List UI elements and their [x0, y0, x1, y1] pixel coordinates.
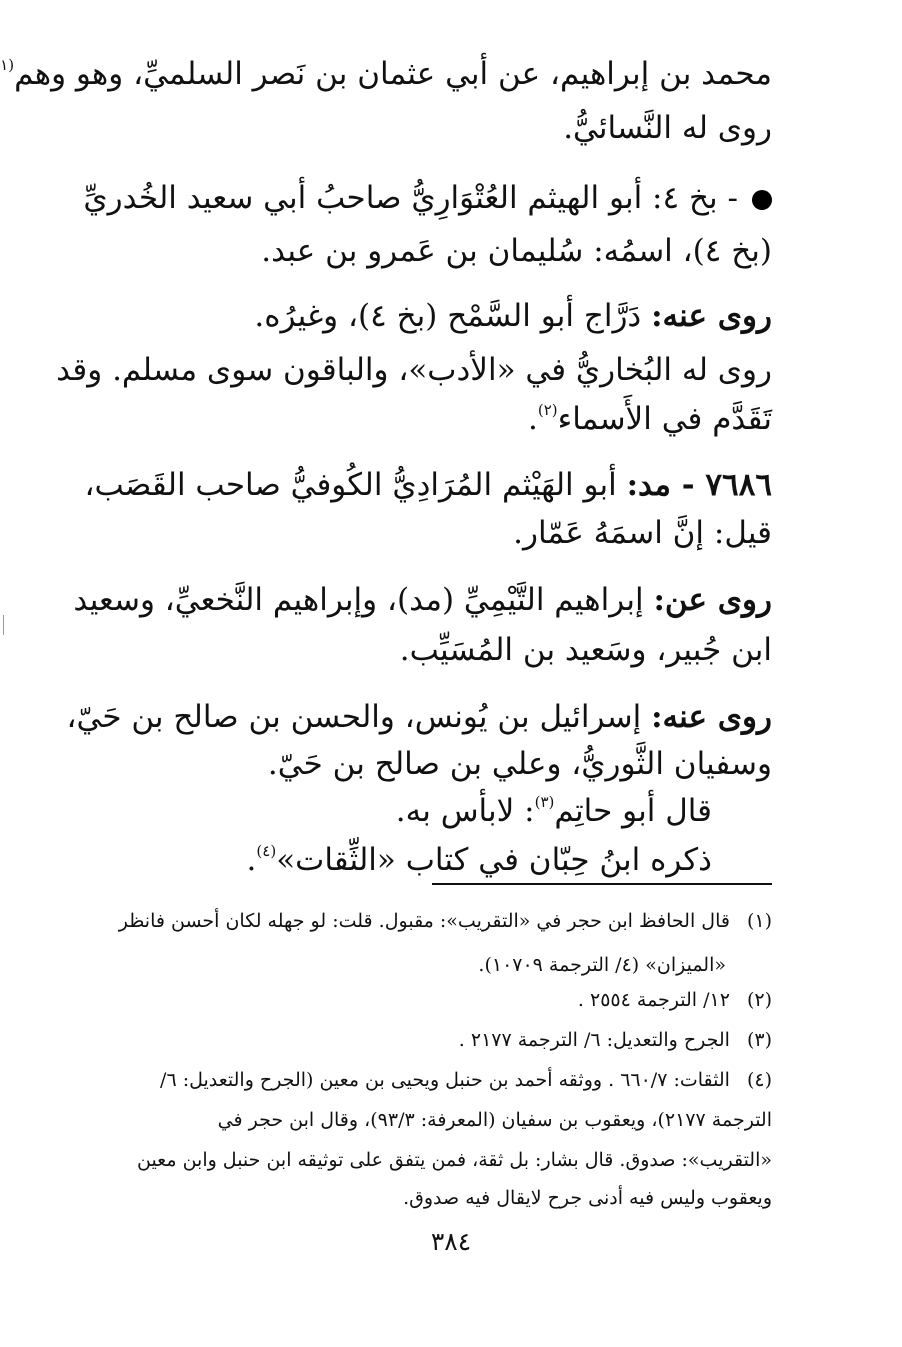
footnote-marker: (٤)	[256, 842, 277, 860]
footnote	[82, 1025, 772, 1055]
text-segment: .	[246, 842, 257, 878]
text-segment: أبو الهَيْثم المُرَادِيُّ الكُوفيُّ صاحب القَصَب،	[84, 467, 627, 503]
text-line	[82, 399, 772, 439]
text-line	[82, 840, 712, 880]
text-line: (بخ ٤)، اسمُه: سُليمان بن عَمرو بن عبد.	[261, 233, 772, 269]
footnote-continuation: الترجمة ٢١٧٧)، ويعقوب بن سفيان (المعرفة: ٩٣/٣)، وقال ابن حجر في	[217, 1109, 772, 1131]
text-segment: قال أبو حاتِم	[554, 793, 712, 829]
footnote-marker: (١	[0, 56, 15, 74]
footnote-text: الثقات: ٦٦٠/٧ . ووثقه أحمد بن حنبل ويحيى بن معين (الجرح والتعديل: ٦/	[160, 1069, 730, 1091]
footnote-text: الجرح والتعديل: ٦/ الترجمة ٢١٧٧ .	[458, 1029, 730, 1051]
text-segment: - بخ ٤: أبو الهيثم العُتْوَارِيُّ صاحبُ أبي سعيد الخُدريِّ	[83, 180, 738, 216]
footnote-continuation: ويعقوب وليس فيه أدنى جرح لايقال فيه صدوق.	[403, 1187, 772, 1209]
footnote	[82, 1065, 772, 1095]
footnote-separator	[432, 883, 772, 885]
text-segment: ذكره ابنُ حِبّان في كتاب «الثِّقات»	[276, 842, 712, 878]
text-line: روى له البُخاريُّ في «الأدب»، والباقون سوى مسلم. وقد	[56, 352, 772, 388]
footnote-continuation: «الميزان» (٤/ الترجمة ١٠٧٠٩).	[478, 954, 726, 976]
text-segment: تَقَدَّم في الأَسماء	[557, 401, 772, 437]
section-label: روى عن:	[653, 582, 772, 618]
footnote-text: ١٢/ الترجمة ٢٥٥٤ .	[577, 989, 730, 1011]
text-segment: : لابأس به.	[395, 793, 535, 829]
entry-heading-line	[82, 178, 772, 218]
scan-mark	[3, 615, 4, 635]
text-line	[66, 697, 772, 737]
footnote-number: (١)	[746, 910, 772, 932]
text-line	[82, 296, 772, 336]
text-line: وسفيان الثَّوريُّ، وعلي بن صالح بن حَيّ.	[267, 746, 772, 782]
entry-heading-line	[82, 465, 772, 505]
bullet-icon	[752, 190, 772, 210]
text-segment: .	[528, 401, 538, 437]
text-line	[82, 791, 712, 831]
entry-number: ٧٦٨٦ - مد:	[626, 467, 772, 503]
footnote-number: (٤)	[746, 1069, 772, 1091]
footnote-marker: (٣)	[534, 793, 555, 811]
text-line: ابن جُبير، وسَعيد بن المُسَيِّب.	[399, 632, 772, 668]
footnote-marker: (٢)	[537, 401, 558, 419]
text-line	[0, 54, 772, 94]
text-line: قيل: إنَّ اسمَهُ عَمّار.	[513, 515, 772, 551]
section-label: روى عنه:	[651, 298, 772, 334]
text-line: روى له النَّسائيُّ.	[563, 110, 772, 146]
footnote	[82, 985, 772, 1015]
text-line	[73, 580, 772, 620]
page-number: ٣٨٤	[430, 1227, 472, 1256]
text-segment: دَرَّاج أبو السَّمْح (بخ ٤)، وغيرُه.	[254, 298, 652, 334]
footnote-number: (٢)	[746, 989, 772, 1011]
text-segment: إبراهيم التَّيْمِيِّ (مد)، وإبراهيم النَّخعيِّ، وسعيد	[73, 582, 654, 618]
footnote-number: (٣)	[746, 1029, 772, 1051]
text-segment: محمد بن إبراهيم، عن أبي عثمان بن نَصر السلميِّ، وهو وهم	[14, 56, 772, 92]
section-label: روى عنه:	[651, 699, 772, 735]
footnote-continuation: «التقريب»: صدوق. قال بشار: بل ثقة، فمن يتفق على توثيقه ابن حنبل وابن معين	[136, 1149, 772, 1171]
footnote	[82, 906, 772, 936]
text-segment: إسرائيل بن يُونس، والحسن بن صالح بن حَيّ،	[66, 699, 652, 735]
footnote-text: قال الحافظ ابن حجر في «التقريب»: مقبول. قلت: لو جهله لكان أحسن فانظر	[118, 910, 730, 932]
